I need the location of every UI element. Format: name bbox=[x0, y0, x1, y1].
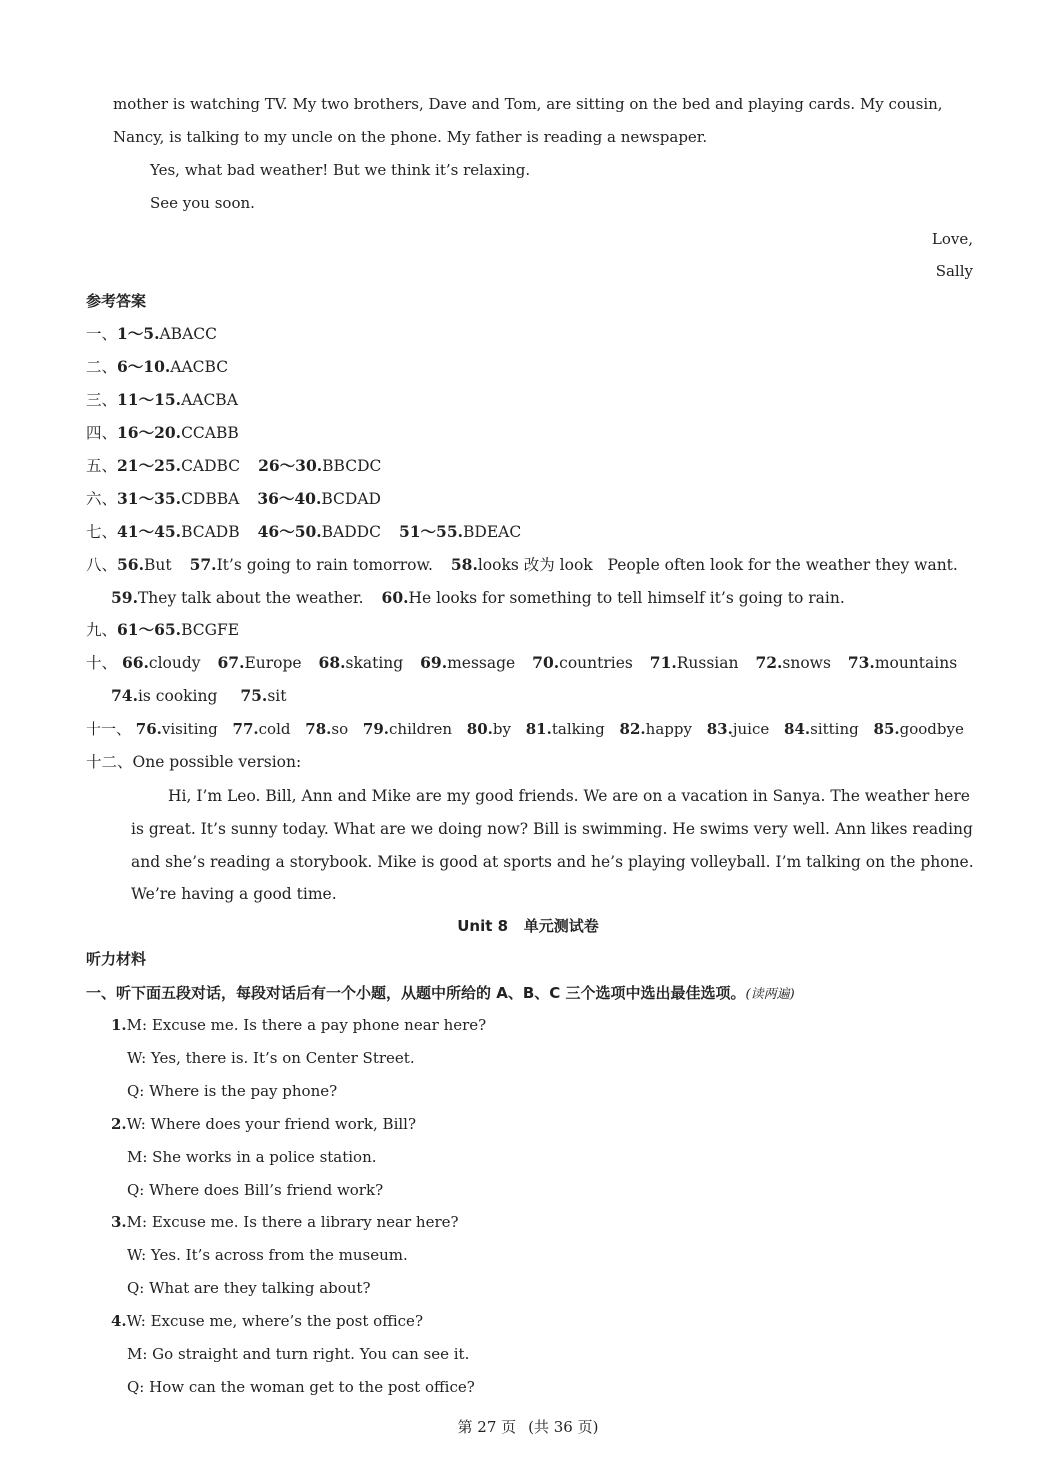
dialogue-4-line-1: 4.W: Excuse me, where’s the post office? bbox=[111, 1312, 423, 1330]
answer-row-3: 三、11～15.AACBA bbox=[86, 390, 238, 409]
letter-line-1: mother is watching TV. My two brothers, Dave and Tom, are sitting on the bed and playing cards. My cousin, bbox=[113, 95, 943, 113]
dialogue-3-line-2: W: Yes. It’s across from the museum. bbox=[127, 1246, 408, 1264]
essay-line-4: We’re having a good time. bbox=[131, 885, 337, 903]
dialogue-1-question: Q: Where is the pay phone? bbox=[127, 1082, 338, 1100]
dialogue-2-question: Q: Where does Bill’s friend work? bbox=[127, 1181, 384, 1199]
answer-row-2: 二、6～10.AACBC bbox=[86, 357, 229, 376]
answer-row-8: 八、56.But 57.It’s going to rain tomorrow. 58.looks 改为 look People often look for the weather they want. bbox=[86, 555, 958, 574]
listening-heading: 听力材料 bbox=[86, 950, 147, 968]
answer-row-10: 十、 66.cloudy 67.Europe 68.skating 69.message 70.countries 71.Russian 72.snows 73.mountains bbox=[86, 653, 958, 672]
letter-line-3: Yes, what bad weather! But we think it’s relaxing. bbox=[150, 161, 531, 179]
dialogue-2-line-1: 2.W: Where does your friend work, Bill? bbox=[111, 1115, 417, 1133]
dialogue-3-question: Q: What are they talking about? bbox=[127, 1279, 371, 1297]
listening-instruction: 一、听下面五段对话，每段对话后有一个小题，从题中所给的 A、B、C 三个选项中选出最佳选项。(读两遍) bbox=[86, 984, 795, 1002]
answer-row-11: 十一、 76.visiting 77.cold 78.so 79.children 80.by 81.talking 82.happy 83.juice 84.sitting 85.goodbye bbox=[86, 720, 964, 738]
answer-row-8-cont: 59.They talk about the weather. 60.He looks for something to tell himself it’s going to rain. bbox=[111, 588, 845, 607]
answer-row-4: 四、16～20.CCABB bbox=[86, 423, 239, 442]
unit-title: Unit 8 单元测试卷 bbox=[457, 917, 599, 935]
page-footer bbox=[0, 1417, 1056, 1437]
answer-row-6: 六、31～35.CDBBA 36～40.BCDAD bbox=[86, 489, 381, 508]
dialogue-4-question: Q: How can the woman get to the post office? bbox=[127, 1378, 475, 1396]
letter-closing: Love, bbox=[931, 230, 973, 248]
essay-line-2: is great. It’s sunny today. What are we doing now? Bill is swimming. He swims very well. Ann likes reading bbox=[131, 820, 973, 838]
letter-line-4: See you soon. bbox=[150, 194, 255, 212]
page-number: 第 27 页 bbox=[457, 1418, 517, 1436]
dialogue-4-line-2: M: Go straight and turn right. You can see it. bbox=[127, 1345, 470, 1363]
dialogue-2-line-2: M: She works in a police station. bbox=[127, 1148, 377, 1166]
essay-line-1: Hi, I’m Leo. Bill, Ann and Mike are my good friends. We are on a vacation in Sanya. The weather here bbox=[168, 787, 970, 805]
answer-row-12: 十二、One possible version: bbox=[86, 753, 302, 771]
answer-row-9: 九、61～65.BCGFE bbox=[86, 620, 240, 639]
letter-line-2: Nancy, is talking to my uncle on the phone. My father is reading a newspaper. bbox=[113, 128, 708, 146]
essay-line-3: and she’s reading a storybook. Mike is good at sports and he’s playing volleyball. I’m talking on the phone. bbox=[131, 853, 974, 871]
answer-row-5: 五、21～25.CADBC 26～30.BBCDC bbox=[86, 456, 382, 475]
dialogue-3-line-1: 3.M: Excuse me. Is there a library near here? bbox=[111, 1213, 459, 1231]
answer-row-7: 七、41～45.BCADB 46～50.BADDC 51～55.BDEAC bbox=[86, 522, 522, 541]
answers-heading: 参考答案 bbox=[86, 292, 147, 310]
letter-signature: Sally bbox=[935, 262, 973, 280]
dialogue-1-line-1: 1.M: Excuse me. Is there a pay phone near here? bbox=[111, 1016, 487, 1034]
page-total: (共 36 页) bbox=[528, 1418, 599, 1436]
dialogue-1-line-2: W: Yes, there is. It’s on Center Street. bbox=[127, 1049, 415, 1067]
answer-row-10-cont: 74.is cooking 75.sit bbox=[111, 686, 287, 705]
answer-row-1: 一、1～5.ABACC bbox=[86, 324, 217, 343]
